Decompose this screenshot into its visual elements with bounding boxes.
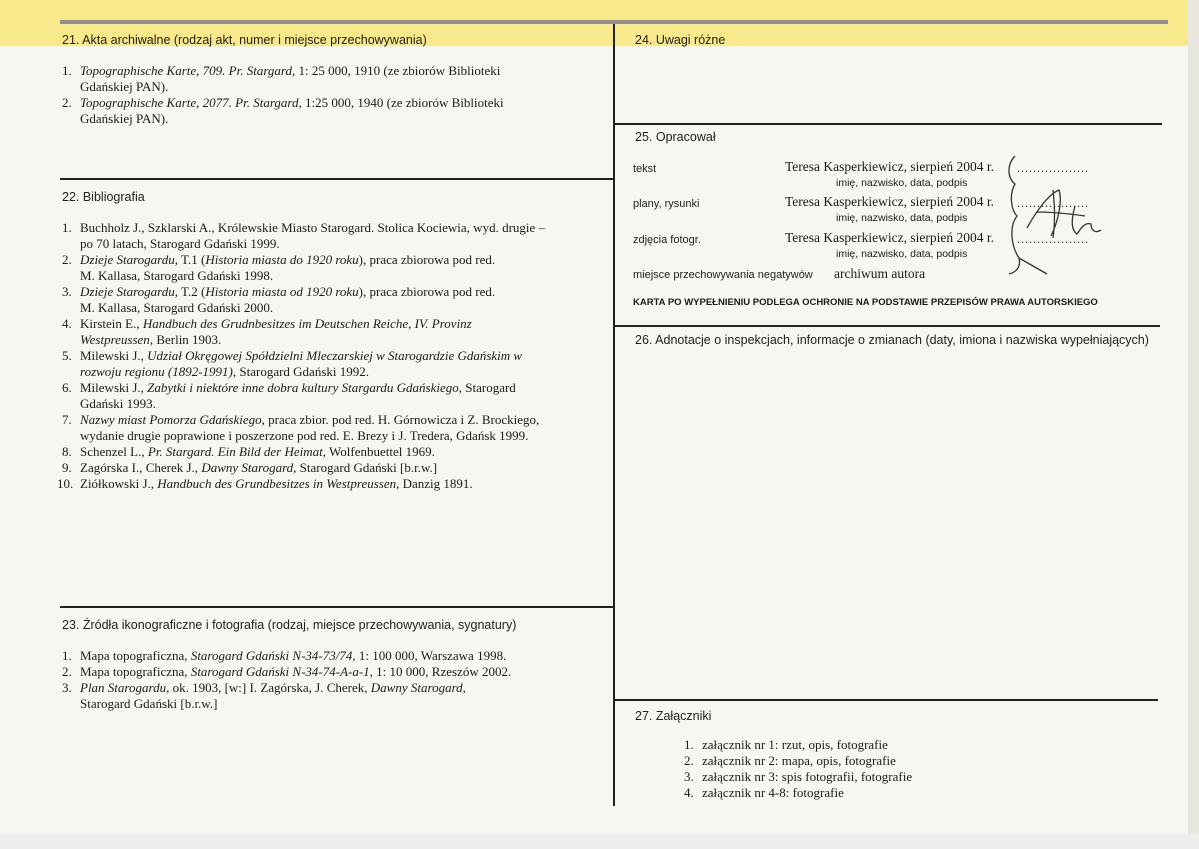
list-item: 3. Plan Starogardu, ok. 1903, [w:] I. Zagórska, J. Cherek, Dawny Starogard, Starogard Gdański [b.r.w.] — [62, 680, 466, 711]
list-item: 1. Mapa topograficzna, Starogard Gdański N-34-73/74, 1: 100 000, Warszawa 1998. — [62, 648, 507, 663]
section-26-title: 26. Adnotacje o inspekcjach, informacje o zmianach (daty, imiona i nazwiska wypełniających) — [635, 333, 1149, 347]
row-caption: imię, nazwisko, data, podpis — [836, 248, 968, 260]
list-item: 3. Dzieje Starogardu, T.2 (Historia miasta od 1920 roku), praca zbiorowa pod red. M. Kallasa, Starogard Gdański 2000. — [62, 284, 496, 315]
negatives-value: archiwum autora — [834, 266, 926, 281]
list-item: 2. Topographische Karte, 2077. Pr. Stargard, 1:25 000, 1940 (ze zbiorów Biblioteki Gdańskiej PAN). — [62, 95, 504, 126]
section-22-list — [57, 220, 607, 492]
row-caption: imię, nazwisko, data, podpis — [836, 212, 968, 224]
column-divider — [613, 24, 615, 806]
row-label-tekst: tekst — [633, 163, 657, 175]
rule-25-26 — [614, 325, 1160, 327]
list-item: 6. Milewski J., Zabytki i niektóre inne dobra kultury Stargardu Gdańskiego, Starogard Gdański 1993. — [62, 380, 516, 411]
negatives-label: miejsce przechowywania negatywów — [633, 269, 813, 281]
section-27-title: 27. Załączniki — [635, 709, 712, 723]
list-item: 1. załącznik nr 1: rzut, opis, fotografie — [684, 737, 888, 752]
list-item: 4. załącznik nr 4-8: fotografie — [684, 785, 844, 800]
signature-line: .................. — [1017, 161, 1089, 175]
row-label-plany: plany, rysunki — [633, 198, 700, 210]
section-25-title: 25. Opracował — [635, 130, 716, 144]
list-item: 9. Zagórska I., Cherek J., Dawny Starogard, Starogard Gdański [b.r.w.] — [62, 460, 438, 475]
rule-22-23 — [60, 606, 614, 608]
list-item: 2. Mapa topograficzna, Starogard Gdański N-34-74-A-a-1, 1: 10 000, Rzeszów 2002. — [62, 664, 512, 679]
section-21-title: 21. Akta archiwalne (rodzaj akt, numer i miejsce przechowywania) — [62, 33, 427, 47]
section-23-title: 23. Źródła ikonograficzne i fotografia (rodzaj, miejsce przechowywania, sygnatury) — [62, 618, 517, 632]
list-item: 3. załącznik nr 3: spis fotografii, fotografie — [684, 769, 913, 784]
rule-26-27 — [614, 699, 1158, 701]
rule-21-22 — [60, 178, 614, 180]
signature-line: .................. — [1017, 232, 1089, 246]
list-item: 1. Topographische Karte, 709. Pr. Stargard, 1: 25 000, 1910 (ze zbiorów Biblioteki Gdańskiej PAN). — [62, 63, 501, 94]
list-item: 8. Schenzel L., Pr. Stargard. Ein Bild der Heimat, Wolfenbuettel 1969. — [62, 444, 435, 459]
list-item: 4. Kirstein E., Handbuch des Grudnbesitzes im Deutschen Reiche, IV. Provinz Westpreussen, Berlin 1903. — [62, 316, 472, 347]
row-label-zdjecia: zdjęcia fotogr. — [633, 234, 701, 246]
page-edge — [1188, 0, 1199, 849]
section-23-list — [62, 648, 607, 712]
section-22-title: 22. Bibliografia — [62, 190, 145, 204]
list-item: 5. Milewski J., Udział Okręgowej Spółdzielni Mleczarskiej w Starogardzie Gdańskim w rozwoju regionu (1892-1991), Starogard Gdański 1992. — [62, 348, 523, 379]
row-caption: imię, nazwisko, data, podpis — [836, 177, 968, 189]
copyright-notice: KARTA PO WYPEŁNIENIU PODLEGA OCHRONIE NA PODSTAWIE PRZEPISÓW PRAWA AUTORSKIEGO — [633, 297, 1098, 308]
section-27-list — [684, 737, 1164, 801]
row-value-zdjecia: Teresa Kasperkiewicz, sierpień 2004 r. — [785, 230, 994, 245]
list-item: 10. Ziółkowski J., Handbuch des Grundbesitzes in Westpreussen, Danzig 1891. — [57, 476, 473, 491]
row-value-tekst: Teresa Kasperkiewicz, sierpień 2004 r. — [785, 159, 994, 174]
list-item: 1. Buchholz J., Szklarski A., Królewskie Miasto Starogard. Stolica Kociewia, wyd. drugie – po 70 latach, Starogard Gdański 1999. — [62, 220, 546, 251]
rule-24-25 — [614, 123, 1162, 125]
list-item: 7. Nazwy miast Pomorza Gdańskiego, praca zbior. pod red. H. Górnowicza i Z. Brockiego, wydanie drugie poprawione i poszerzone pod red. E. Brezy i J. Tredera, Gdańsk 1999. — [62, 412, 540, 443]
section-24-title: 24. Uwagi różne — [635, 33, 726, 47]
signature-line: .................. — [1017, 196, 1089, 210]
handwritten-signature — [1005, 150, 1115, 280]
row-value-plany: Teresa Kasperkiewicz, sierpień 2004 r. — [785, 194, 994, 209]
section-21-list — [62, 63, 602, 127]
list-item: 2. Dzieje Starogardu, T.1 (Historia miasta do 1920 roku), praca zbiorowa pod red. M. Kallasa, Starogard Gdański 1998. — [62, 252, 496, 283]
page-bottom-edge — [0, 834, 1199, 849]
list-item: 2. załącznik nr 2: mapa, opis, fotografie — [684, 753, 896, 768]
